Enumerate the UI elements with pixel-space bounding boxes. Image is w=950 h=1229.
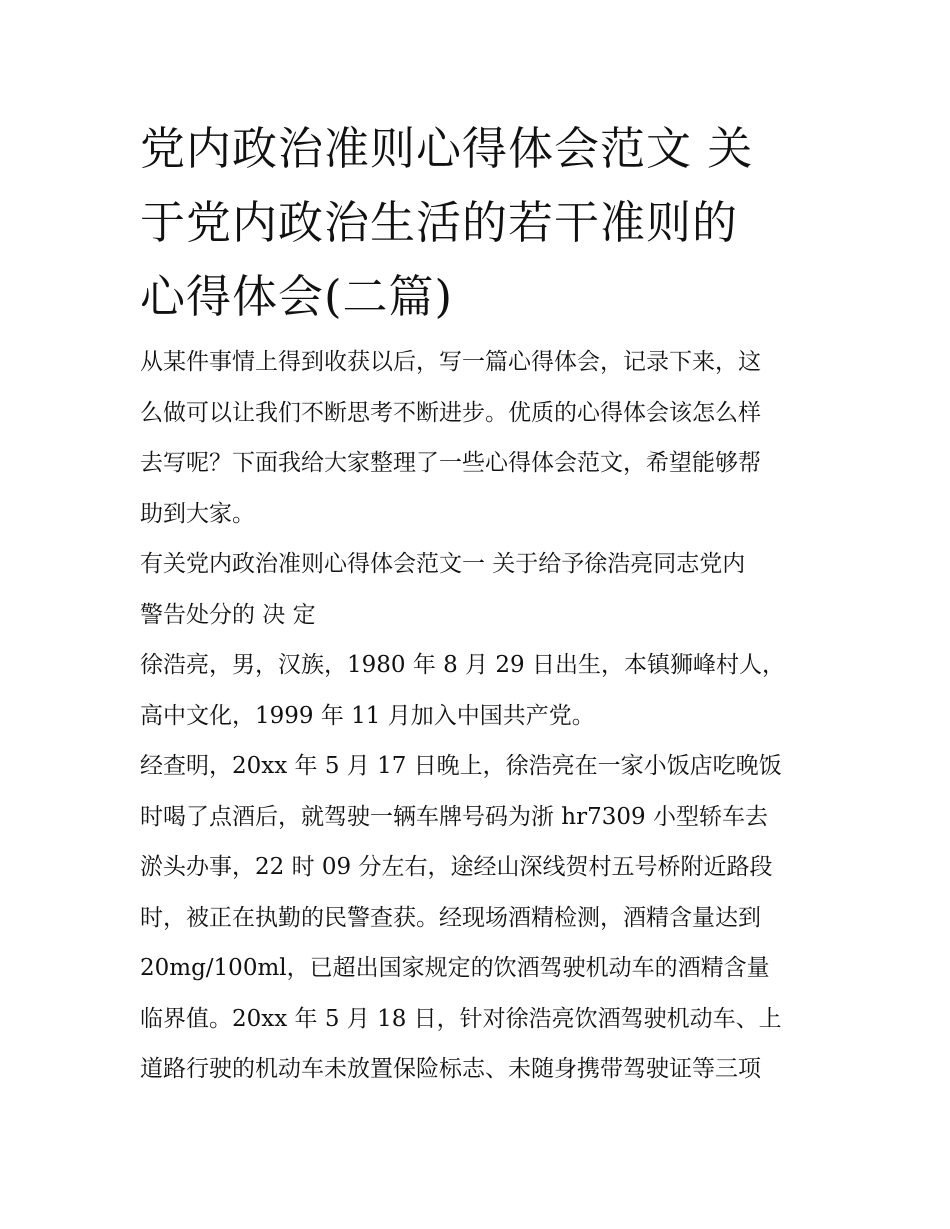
title-line: 心得体会(二篇) (140, 270, 454, 323)
paragraph-line: 从某件事情上得到收获以后，写一篇心得体会，记录下来，这 (140, 349, 761, 375)
section-heading-paragraph (140, 539, 812, 640)
paragraph-line: 时喝了点酒后，就驾驶一辆车牌号码为浙 hr7309 小型轿车去 (140, 803, 768, 830)
paragraph-line: 淤头办事，22 时 09 分左右，途经山深线贺村五号桥附近路段 (140, 854, 773, 880)
paragraph-line: 道路行驶的机动车未放置保险标志、未随身携带驾驶证等三项 (140, 1056, 761, 1082)
paragraph-line: 徐浩亮，男，汉族，1980 年 8 月 29 日出生，本镇狮峰村人， (140, 652, 785, 678)
findings-paragraph (140, 741, 812, 1095)
paragraph-line: 有关党内政治准则心得体会范文一 关于给予徐浩亮同志党内 (140, 551, 746, 577)
paragraph-line: 去写呢？下面我给大家整理了一些心得体会范文，希望能够帮 (140, 450, 761, 476)
intro-paragraph (140, 337, 812, 539)
document-title (140, 112, 812, 334)
paragraph-line: 临界值。20xx 年 5 月 18 日，针对徐浩亮饮酒驾驶机动车、上 (140, 1005, 782, 1032)
paragraph-line: 经查明，20xx 年 5 月 17 日晚上，徐浩亮在一家小饭店吃晚饭 (140, 753, 782, 779)
paragraph-line: 高中文化，1999 年 11 月加入中国共产党。 (140, 702, 595, 729)
document-body (140, 112, 812, 1095)
title-line: 于党内政治生活的若干准则的 (140, 196, 739, 249)
paragraph-line: 么做可以让我们不断思考不断进步。优质的心得体会该怎么样 (140, 399, 761, 426)
title-line: 党内政治准则心得体会范文 关 (140, 122, 754, 175)
paragraph-line: 助到大家。 (140, 500, 255, 527)
paragraph-line: 20mg/100ml，已超出国家规定的饮酒驾驶机动车的酒精含量 (140, 955, 770, 981)
paragraph-line: 时，被正在执勤的民警查获。经现场酒精检测，酒精含量达到 (140, 904, 761, 931)
personal-info-paragraph (140, 640, 812, 741)
paragraph-line: 警告处分的 决 定 (140, 601, 316, 628)
